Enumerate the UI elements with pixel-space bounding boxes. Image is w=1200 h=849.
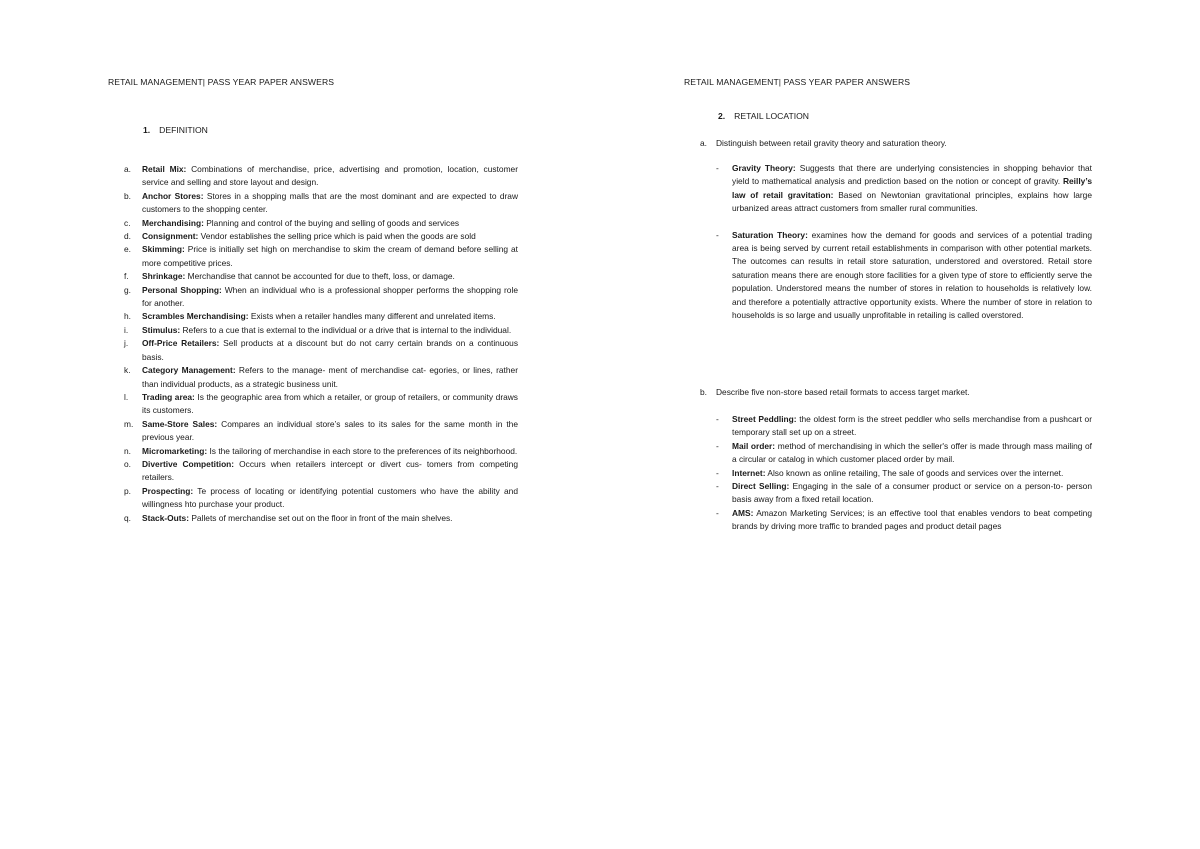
section-number: 2. [718, 111, 726, 121]
list-dash: - [716, 163, 719, 173]
definition-text: Stores in a shopping malls that are the most dominant and are expected to draw customers to the shopping center. [142, 190, 518, 215]
section-heading [718, 111, 809, 121]
question-text: Distinguish between retail gravity theory and saturation theory. [716, 138, 947, 148]
list-item [124, 337, 518, 364]
term: Stack-Outs: [142, 512, 190, 523]
list-item [124, 230, 518, 243]
answer-text: Also known as online retailing, The sale of goods and services over the internet. [765, 467, 1064, 478]
question-text: Describe five non-store based retail formats to access target market. [716, 387, 970, 397]
answer-text: Suggests that there are underlying consistencies in shopping behavior that yield to mathematical analysis and prediction based on the notion or concept of gravity. [732, 163, 1092, 187]
list-marker: k. [124, 365, 131, 376]
running-header: RETAIL MANAGEMENT| PASS YEAR PAPER ANSWERS [108, 77, 335, 87]
list-item [124, 190, 518, 217]
list-item [124, 270, 518, 283]
list-marker: m. [124, 418, 134, 429]
list-marker: q. [124, 512, 131, 523]
term: AMS: [732, 507, 754, 518]
list-item [124, 364, 518, 391]
definition-text: Exists when a retailer handles many different and unrelated items. [248, 311, 496, 322]
term: Consignment: [142, 231, 199, 242]
list-item [124, 485, 518, 512]
list-item [716, 440, 1092, 467]
term: Category Management: [142, 365, 236, 376]
question-b [700, 387, 970, 397]
list-item [124, 391, 518, 418]
term: Divertive Competition: [142, 458, 235, 469]
term: Scrambles Merchandising: [142, 311, 249, 322]
list-marker: h. [124, 311, 131, 322]
list-dash: - [716, 229, 719, 240]
list-item [124, 163, 518, 190]
definition-text: Combinations of merchandise, price, advertising and promotion, location, customer service and selling and store layout and design. [142, 164, 518, 188]
term: Stimulus: [142, 324, 181, 335]
list-marker: c. [124, 217, 131, 228]
list-marker: i. [124, 324, 129, 335]
definition-text: Refers to the manage- ment of merchandise cat- egories, or lines, rather than individual products, as a strategic business unit. [142, 365, 518, 389]
definition-list [124, 163, 518, 525]
list-dash: - [716, 414, 719, 424]
definition-text: Merchandise that cannot be accounted for due to theft, loss, or damage. [185, 271, 455, 282]
definition-text: Refers to a cue that is external to the individual or a drive that is internal to the individual. [180, 324, 512, 335]
list-marker: d. [124, 231, 131, 242]
term: Skimming: [142, 244, 185, 255]
definition-text: Occurs when retailers intercept or divert cus- tomers from competing retailers. [142, 458, 518, 483]
list-item [124, 310, 518, 323]
list-marker: l. [124, 391, 129, 402]
list-item [124, 458, 518, 485]
answer-text: Engaging in the sale of a consumer product or service on a person-to- person basis away from a fixed retail location. [732, 481, 1093, 505]
term: Saturation Theory: [732, 229, 808, 240]
list-item [716, 467, 1092, 480]
term: Direct Selling: [732, 481, 790, 492]
list-marker: a. [124, 164, 131, 174]
list-item [124, 243, 518, 270]
answer-text: examines how the demand for goods and services of a potential trading area is being served by current retail establishments in comparison with other potential markets. The outcomes can results in retail store saturation, understored and overstored. Retail store saturation means there are enough store facilities for a given type of store to efficiently serve the population. Understored means the number of stores in relation to households is relatively low. and therefore a potentially attractive opportunity exists. Where the number of store in relation to households is so large and usually unprofitable in retailing is called overstored. [732, 229, 1093, 321]
list-marker: g. [124, 284, 131, 295]
term: Mail order: [732, 440, 776, 451]
definition-text: Is the tailoring of merchandise in each store to the preferences of its neighborhood. [207, 445, 518, 456]
term: Reilly’s law of retail gravitation: [732, 176, 1092, 200]
section-heading [143, 125, 208, 135]
term: Merchandising: [142, 217, 204, 228]
section-title: RETAIL LOCATION [734, 111, 809, 121]
term: Micromarketing: [142, 445, 208, 456]
list-item [124, 418, 518, 445]
question-a [700, 138, 947, 148]
list-marker: n. [124, 445, 131, 456]
definition-text: Is the geographic area from which a retailer, or group of retailers, or community draws its customers. [142, 391, 518, 416]
list-marker: b. [124, 190, 131, 201]
list-dash: - [716, 467, 719, 478]
answer-text: method of merchandising in which the seller's offer is made through mass mailing of a circular or catalog in which customer placed order by mail. [732, 440, 1093, 465]
term: Street Peddling: [732, 414, 797, 424]
list-item [124, 284, 518, 311]
list-item [716, 507, 1092, 534]
answer-list-a [716, 162, 1092, 322]
term: Anchor Stores: [142, 190, 204, 201]
answer-text: Based on Newtonian gravitational principles, explains how large urbanized areas attract customers from smaller rural communities. [732, 189, 1092, 214]
question-marker: b. [700, 387, 707, 397]
term: Off-Price Retailers: [142, 338, 220, 349]
list-item [124, 217, 518, 230]
list-item [716, 229, 1092, 323]
list-marker: j. [124, 338, 129, 349]
list-item [124, 445, 518, 458]
list-marker: p. [124, 485, 131, 496]
definition-text: Compares an individual store’s sales to its sales for the same month in the previous year. [142, 418, 518, 443]
term: Prospecting: [142, 485, 194, 496]
list-item [716, 480, 1092, 507]
list-dash: - [716, 440, 719, 451]
question-marker: a. [700, 138, 707, 148]
definition-text: Pallets of merchandise set out on the floor in front of the main shelves. [189, 512, 453, 523]
term: Personal Shopping: [142, 284, 222, 295]
running-header: RETAIL MANAGEMENT| PASS YEAR PAPER ANSWERS [684, 77, 911, 87]
term: Shrinkage: [142, 271, 186, 282]
list-item [716, 162, 1092, 216]
definition-text: Planning and control of the buying and selling of goods and services [203, 217, 460, 228]
list-dash: - [716, 481, 719, 492]
term: Gravity Theory: [732, 163, 796, 173]
list-marker: e. [124, 244, 131, 255]
section-title: DEFINITION [159, 125, 208, 135]
right-page [600, 0, 1200, 849]
list-item [124, 512, 518, 525]
term: Trading area: [142, 391, 195, 402]
answer-text: Amazon Marketing Services; is an effective tool that enables vendors to beat competing brands by driving more traffic to branded pages and product detail pages [732, 507, 1092, 532]
term: Retail Mix: [142, 164, 187, 174]
list-marker: f. [124, 271, 129, 282]
answer-list-b [716, 413, 1092, 534]
list-marker: o. [124, 458, 131, 469]
definition-text: Sell products at a discount but do not carry certain brands on a continuous basis. [142, 338, 519, 362]
list-item [716, 413, 1092, 440]
definition-text: Price is initially set high on merchandise to skim the cream of demand before selling at more competitive prices. [142, 244, 518, 268]
answer-text: the oldest form is the street peddler who sells merchandise from a pushcart or temporary stall set up on a street. [732, 414, 1093, 438]
term: Same-Store Sales: [142, 418, 218, 429]
definition-text: When an individual who is a professional shopper performs the shopping role for another. [142, 284, 518, 309]
section-number: 1. [143, 125, 151, 135]
definition-text: Te process of locating or identifying potential customers who have the ability and willingness hto purchase your product. [142, 485, 518, 510]
term: Internet: [732, 467, 766, 478]
list-item [124, 324, 518, 337]
definition-text: Vendor establishes the selling price which is paid when the goods are sold [198, 231, 476, 242]
list-dash: - [716, 507, 719, 518]
